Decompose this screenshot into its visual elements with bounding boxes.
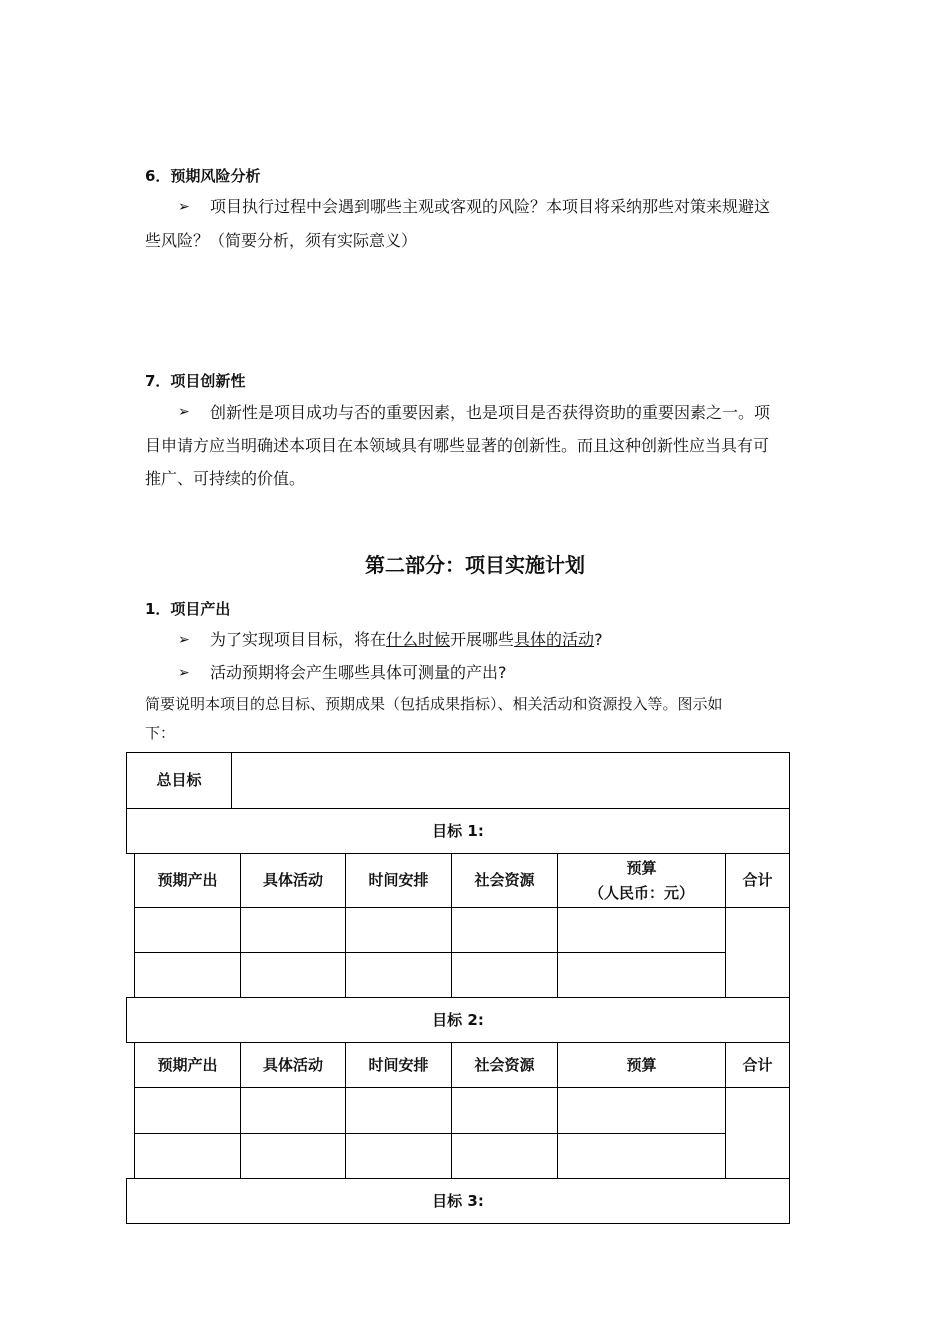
- bullet-arrow-icon: ➢: [178, 632, 190, 648]
- header-time-schedule: 时间安排: [368, 871, 429, 889]
- header-budget: 预算: [626, 1055, 657, 1074]
- output-question-1: 为了实现项目目标，将在什么时候开展哪些具体的活动?: [210, 630, 603, 649]
- section-7-text-line-2: 目申请方应当明确述本项目在本领域具有哪些显著的创新性。而且这种创新性应当具有可: [145, 436, 770, 455]
- header-specific-activity: 具体活动: [262, 871, 323, 889]
- section-7-text-line-1: 创新性是项目成功与否的重要因素，也是项目是否获得资助的重要因素之一。项: [210, 403, 771, 422]
- bullet-arrow-icon: ➢: [178, 665, 190, 681]
- goal-1-label: 目标 1:: [432, 821, 484, 840]
- overall-goal-value[interactable]: [232, 753, 789, 808]
- section-6-heading: 6．预期风险分析: [145, 167, 261, 185]
- section-7-text-line-3: 推广、可持续的价值。: [145, 469, 306, 488]
- goal-2-label: 目标 2:: [432, 1010, 484, 1029]
- description-line-1: 简要说明本项目的总目标、预期成果（包括成果指标）、相关活动和资源投入等。图示如: [145, 695, 723, 713]
- goal-3-label: 目标 3:: [432, 1191, 484, 1210]
- header-budget-unit: （人民币：元）: [588, 883, 694, 902]
- section-7-heading: 7．项目创新性: [145, 372, 246, 390]
- header-total: 合计: [742, 871, 773, 889]
- bullet-arrow-icon: ➢: [178, 199, 190, 215]
- section-6-text-line-1: 项目执行过程中会遇到哪些主观或客观的风险？本项目将采纳那些对策来规避这: [210, 197, 771, 216]
- project-output-heading: 1．项目产出: [145, 600, 231, 618]
- bullet-arrow-icon: ➢: [178, 404, 190, 420]
- header-specific-activity: 具体活动: [262, 1055, 323, 1074]
- header-social-resources: 社会资源: [474, 871, 535, 889]
- output-question-2: 活动预期将会产生哪些具体可测量的产出?: [210, 663, 507, 682]
- description-line-2: 下：: [145, 724, 176, 742]
- header-budget-label: 预算: [626, 858, 657, 877]
- overall-goal-label: 总目标: [156, 771, 202, 789]
- header-expected-output: 预期产出: [157, 871, 218, 889]
- header-total: 合计: [742, 1055, 773, 1074]
- header-social-resources: 社会资源: [474, 1055, 535, 1074]
- header-budget: [558, 854, 725, 907]
- part-2-title: 第二部分：项目实施计划: [365, 553, 585, 577]
- section-6-text-line-2: 些风险？（简要分析，须有实际意义）: [145, 231, 418, 250]
- header-expected-output: 预期产出: [157, 1055, 218, 1074]
- header-time-schedule: 时间安排: [368, 1055, 429, 1074]
